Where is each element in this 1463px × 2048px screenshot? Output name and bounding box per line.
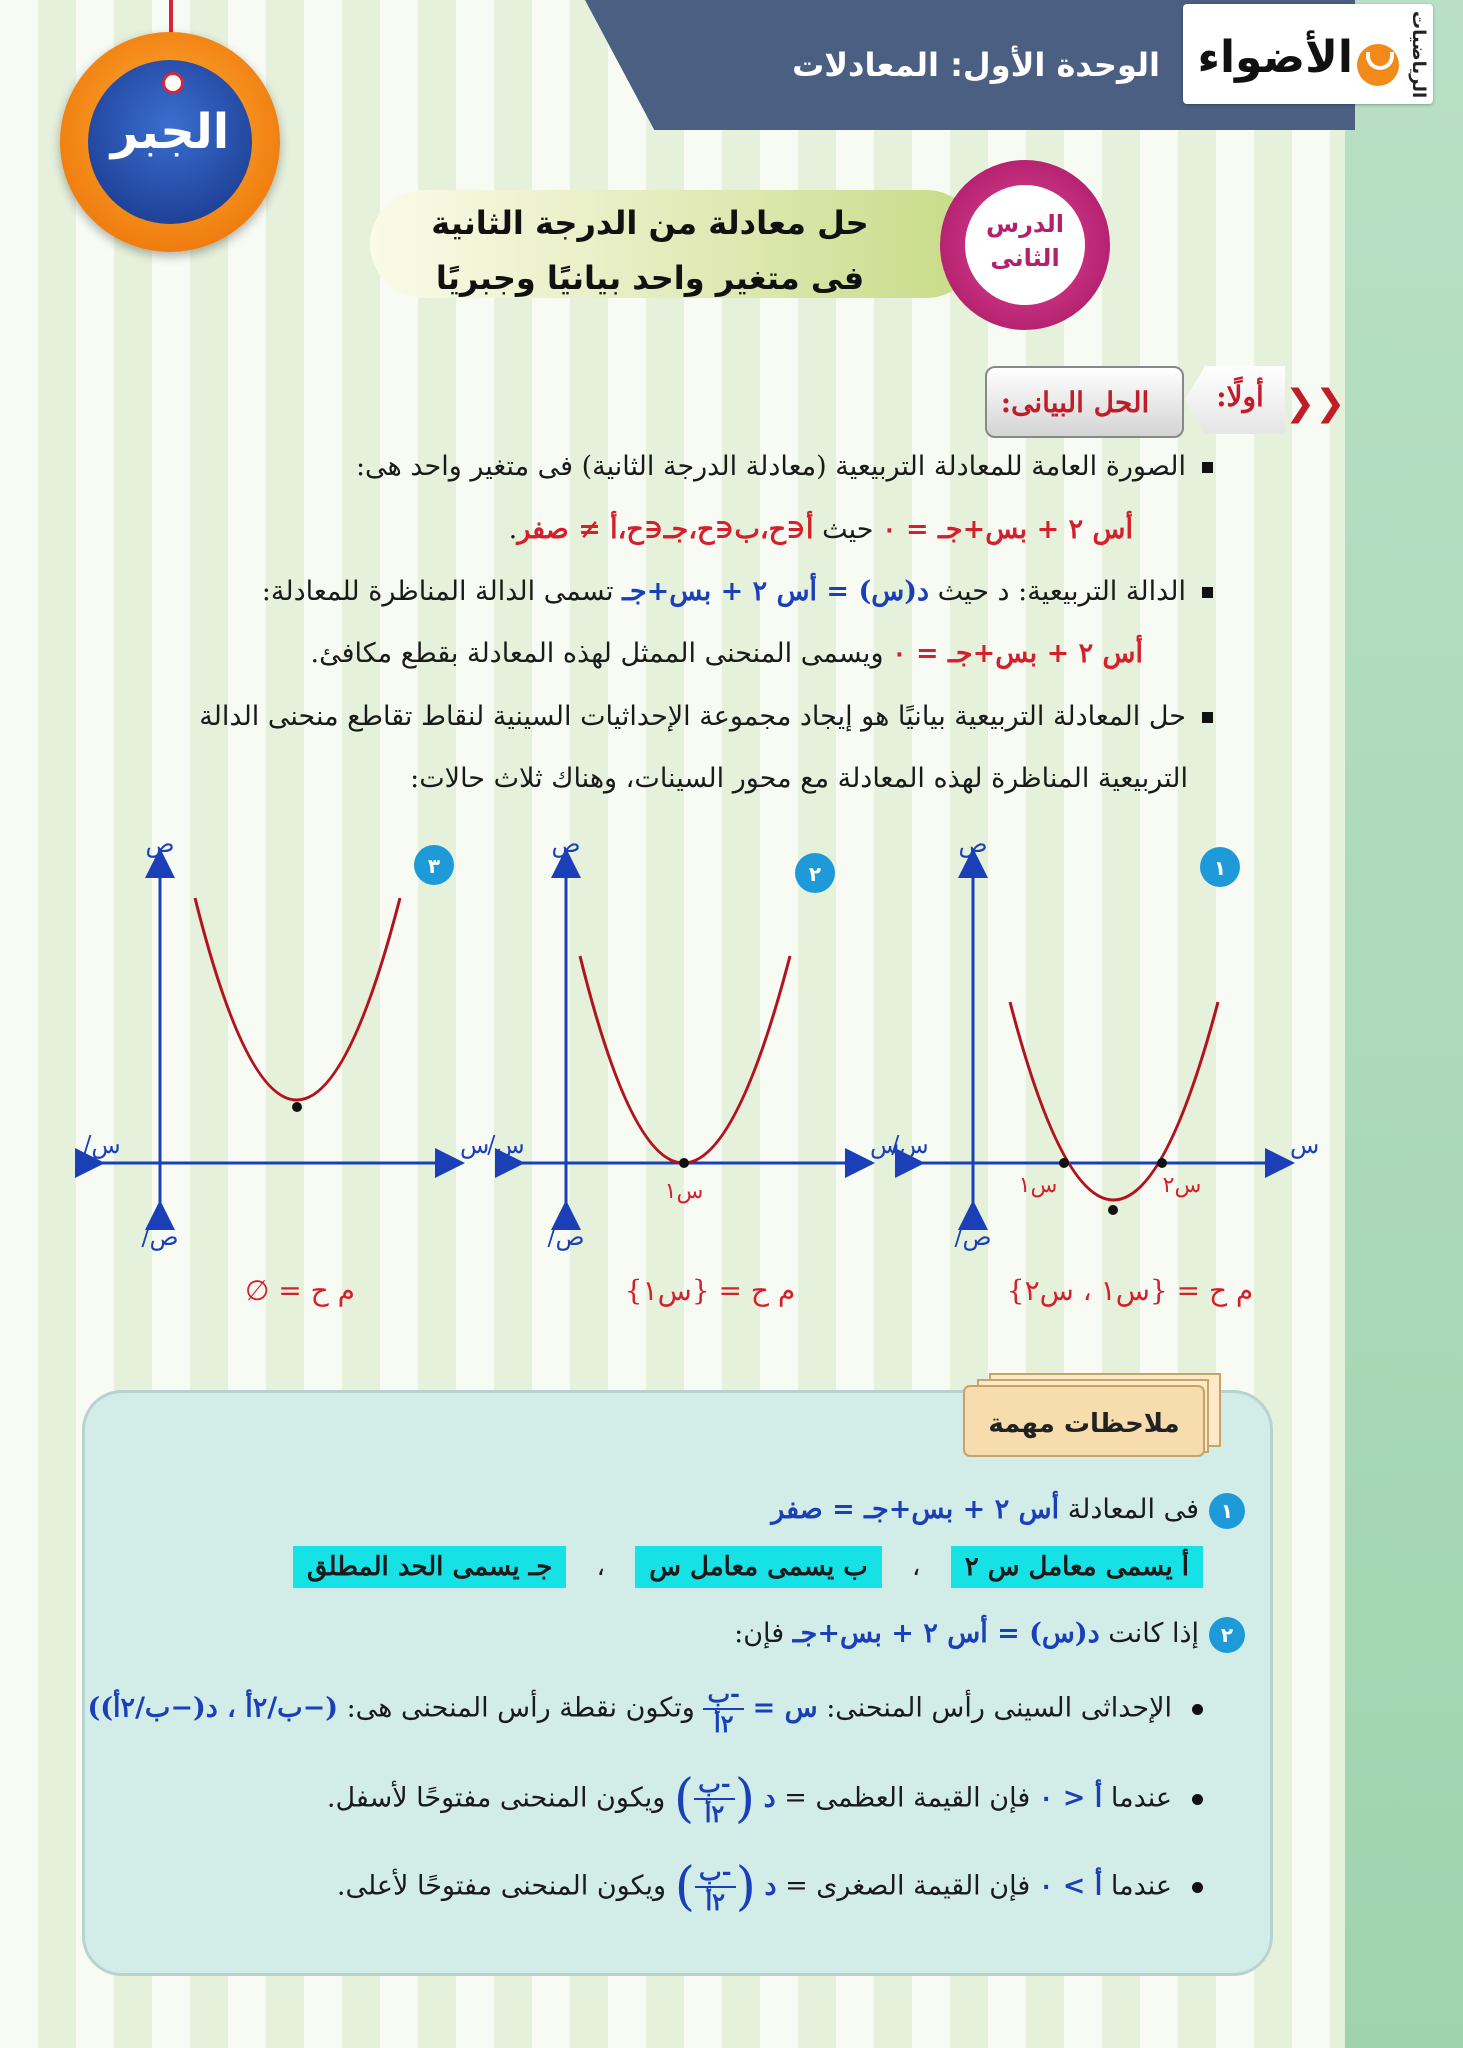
publisher-logo <box>1183 4 1433 104</box>
case1-x-prime-label: س/ <box>891 1131 929 1159</box>
case2-root-label: س١ <box>664 1179 704 1204</box>
case1-x-label: س <box>1290 1131 1320 1159</box>
bullet-square-icon <box>1202 712 1213 723</box>
lesson-title-line1: حل معادلة من الدرجة الثانية <box>431 204 869 242</box>
lesson-label-line1: الدرس <box>985 210 1065 238</box>
highlight-constant: جـ يسمى الحد المطلق <box>293 1546 566 1588</box>
maximum-value-rule: عندما أ < ٠ فإن القيمة العظمى = د ( $\frac{\text{-ب}}{\text{٢أ}}$ ) ويكون المنحنى مفتوحًا لأسفل. <box>327 1770 1203 1828</box>
case1-y-prime-label: ص/ <box>954 1223 992 1251</box>
case3-y-prime-label: ص/ <box>141 1223 179 1251</box>
graph-case-2 <box>487 830 899 1307</box>
case2-x-prime-label: س/ <box>487 1131 525 1159</box>
lesson-label <box>965 185 1085 305</box>
case2-parabola <box>580 956 790 1163</box>
min-fraction: $\frac{\text{-ب}}{\text{٢أ}}$ <box>695 1858 736 1916</box>
lesson-label-line2: الثانى <box>990 244 1060 272</box>
vertex-point: (−ب/٢أ ، د(−ب/٢أ)) <box>87 1692 338 1724</box>
case3-y-label: ص <box>145 830 175 858</box>
vertex-x-fraction: $\frac{\text{-ب}}{\text{٢أ}}$ <box>703 1680 744 1738</box>
coefficient-names: أ يسمى معامل س ٢ ، ب يسمى معامل س ، جـ يسمى الحد المطلق <box>293 1545 1203 1589</box>
case2-x-label: س <box>870 1131 900 1159</box>
case3-solution-set: م ح = ∅ <box>245 1274 355 1307</box>
case1-root1-point <box>1059 1158 1069 1168</box>
graph-case-3 <box>83 830 489 1307</box>
highlight-coef-a: أ يسمى معامل س ٢ <box>951 1546 1203 1588</box>
note-2-number: ٢ <box>1209 1617 1245 1653</box>
note-2: ٢إذا كانت د(س) = أس ٢ + بس+جـ فإن: <box>734 1612 1245 1656</box>
bullet-general-form: الصورة العامة للمعادلة التربيعية (معادلة الدرجة الثانية) فى متغير واحد هى: <box>356 445 1213 489</box>
case3-x-label: س <box>460 1131 490 1159</box>
bullet-dot-icon <box>1192 1882 1203 1893</box>
max-fraction: $\frac{\text{-ب}}{\text{٢أ}}$ <box>694 1770 735 1828</box>
case1-number: ١ <box>1213 856 1227 880</box>
logo-subject: الرياضيات <box>1408 10 1429 98</box>
bullet-graphical-solution: حل المعادلة التربيعية بيانيًا هو إيجاد مجموعة الإحداثيات السينية لنقاط تقاطع منحنى الدالة <box>199 695 1213 739</box>
minimum-value-rule: عندما أ > ٠ فإن القيمة الصغرى = د ( $\frac{\text{-ب}}{\text{٢أ}}$ ) ويكون المنحنى مفتوحًا لأعلى. <box>337 1858 1203 1916</box>
bullet-dot-icon <box>1192 1794 1203 1805</box>
highlight-coef-b: ب يسمى معامل س <box>635 1546 882 1588</box>
section-arrow-icon: ❮❮ <box>1285 383 1346 424</box>
case1-root1-label: س١ <box>1018 1173 1058 1198</box>
lesson-title <box>400 196 900 306</box>
case2-y-prime-label: ص/ <box>547 1223 585 1251</box>
parabola-cases-figure <box>70 820 1320 1340</box>
case3-parabola <box>195 898 400 1100</box>
bullet-quadratic-function: الدالة التربيعية: د حيث د(س) = أس ٢ + بس+جـ تسمى الدالة المناظرة للمعادلة: <box>262 570 1213 614</box>
section-number: أولًا: <box>1216 380 1264 413</box>
case2-solution-set: م ح = {س١} <box>624 1274 796 1307</box>
vertex-point-rule: الإحداثى السينى رأس المنحنى: س = $\frac{\text{-ب}}{\text{٢أ}}$ وتكون نقطة رأس المنحنى هى: (−ب/٢أ ، د(−ب/٢أ)) <box>87 1680 1203 1738</box>
bullet-square-icon <box>1202 587 1213 598</box>
general-form-formula: أس ٢ + بس+جـ = ٠ حيث أ∈ح،ب∈ح،جـ∈ح،أ ≠ صفر. <box>508 514 1133 545</box>
section-title: الحل البيانى: <box>1000 386 1150 419</box>
parabola-definition: أس ٢ + بس+جـ = ٠ ويسمى المنحنى الممثل لهذه المعادلة بقطع مكافئ. <box>310 638 1143 669</box>
case1-root2-point <box>1157 1158 1167 1168</box>
case1-y-label: ص <box>958 830 988 858</box>
subject-badge-label: الجبر <box>110 104 230 160</box>
case3-vertex-point <box>292 1102 302 1112</box>
case2-number: ٢ <box>808 862 822 886</box>
note-1: ١فى المعادلة أس ٢ + بس+جـ = صفر <box>771 1488 1245 1532</box>
unit-title: الوحدة الأول: المعادلات <box>792 46 1160 84</box>
badge-pin-icon <box>162 72 184 94</box>
subject-badge <box>60 32 280 252</box>
case2-y-label: ص <box>551 830 581 858</box>
case3-number: ٣ <box>427 854 441 878</box>
graph-case-1 <box>891 830 1319 1307</box>
notes-title: ملاحظات مهمة <box>988 1409 1180 1439</box>
case1-parabola <box>1010 1002 1218 1200</box>
bullet-dot-icon <box>1192 1704 1203 1715</box>
case2-root-point <box>679 1158 689 1168</box>
logo-icon <box>1357 44 1399 86</box>
graphical-solution-line2: التربيعية المناظرة لهذه المعادلة مع محور السينات، وهناك ثلاث حالات: <box>410 763 1188 794</box>
note-1-number: ١ <box>1209 1493 1245 1529</box>
logo-text: الأضواء <box>1197 32 1353 83</box>
bullet-square-icon <box>1202 462 1213 473</box>
lesson-title-line2: فى متغير واحد بيانيًا وجبريًا <box>435 259 865 297</box>
notes-title-card <box>960 1370 1230 1460</box>
case1-root2-label: س٢ <box>1162 1173 1202 1198</box>
case1-solution-set: م ح = {س١ ، س٢} <box>1006 1274 1254 1307</box>
case1-vertex-point <box>1108 1205 1118 1215</box>
case3-x-prime-label: س/ <box>83 1131 121 1159</box>
right-decor-band <box>1345 0 1463 2048</box>
